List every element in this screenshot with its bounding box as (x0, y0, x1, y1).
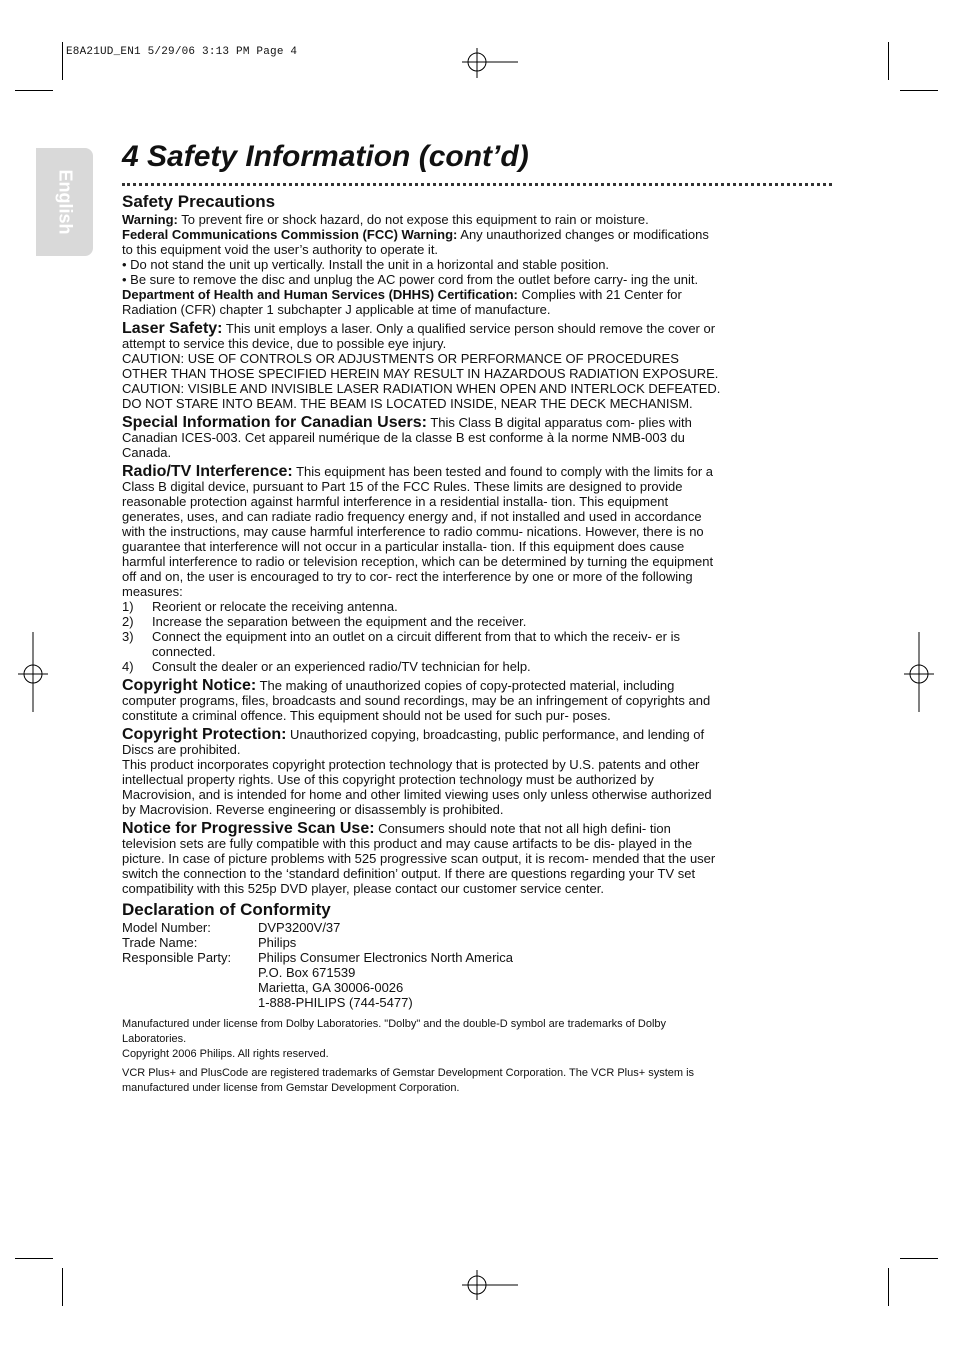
canadian-heading: Special Information for Canadian Users: (122, 414, 427, 431)
list-text: Reorient or relocate the receiving antenna. (152, 599, 398, 614)
crop-mark (62, 1268, 63, 1306)
print-slug: E8A21UD_EN1 5/29/06 3:13 PM Page 4 (66, 46, 298, 58)
party-label: Responsible Party: (122, 950, 232, 965)
table-row (122, 920, 513, 935)
canadian-paragraph (122, 415, 722, 460)
footer-notes (122, 1017, 722, 1096)
list-text: Consult the dealer or an experienced radio/TV technician for help. (152, 659, 531, 674)
laser-caution: CAUTION: USE OF CONTROLS OR ADJUSTMENTS OR PERFORMANCE OF PROCEDURES OTHER THAN THOSE SPECIFIED HEREIN MAY RESULT IN HAZARDOUS RADIATION EXPOSURE. (122, 351, 719, 381)
vcr-plus-note: VCR Plus+ and PlusCode are registered trademarks of Gemstar Development Corporation. The VCR Plus+ system is manufactured under license from Gemstar Development Corporation. (122, 1067, 695, 1094)
warning-text: To prevent fire or shock hazard, do not expose this equipment to rain or moisture. (177, 212, 649, 227)
dotted-divider (122, 183, 832, 186)
list-number: 3) (122, 629, 134, 644)
copyright-protection-section (122, 727, 722, 817)
declaration-section (122, 900, 722, 1010)
bullet-item: • Be sure to remove the disc and unplug the AC power cord from the outlet before carry- ing the unit. (122, 272, 699, 287)
copyright-notice-text: The making of unauthorized copies of copy-protected material, including computer programs, files, broadcasts and sound recordings, may be an infringement of copyrights and constitute a criminal offence. This equipment should not be used for such pur- poses. (122, 678, 711, 723)
progressive-text: Consumers should note that not all high defini- tion television sets are fully compatible with this product and may cause artifacts to be dis- played in the picture. In case of picture problems with 525 progressive scan output, it is recom- mended that the user switch the connection to the ‘standard definition’ output. If there are questions regarding your TV set compatibility with this 525p DVD player, please contact our customer service center. (122, 821, 716, 896)
table-row (122, 950, 513, 1010)
registration-mark-icon (18, 632, 48, 712)
laser-safety-section (122, 321, 722, 411)
party-line: Philips Consumer Electronics North America (258, 950, 514, 965)
language-tab-label: English (55, 169, 75, 235)
list-item (122, 659, 722, 674)
page-title: 4 Safety Information (cont’d) (122, 140, 529, 173)
progressive-paragraph (122, 821, 722, 896)
party-line: 1-888-PHILIPS (744-5477) (258, 995, 413, 1010)
bullet-item: • Do not stand the unit up vertically. Install the unit in a horizontal and stable position. (122, 257, 610, 272)
party-line: Marietta, GA 30006-0026 (258, 980, 404, 995)
trade-label: Trade Name: (122, 935, 198, 950)
trade-value: Philips (258, 935, 297, 950)
dhhs-label: Department of Health and Human Services (DHHS) Certification: (122, 287, 518, 302)
crop-mark (15, 90, 53, 91)
warning-paragraph (122, 212, 722, 227)
list-text: Connect the equipment into an outlet on a circuit different from that to which the receiv- er is connected. (152, 629, 680, 659)
radio-paragraph (122, 464, 722, 599)
list-item (122, 629, 722, 659)
copyright-notice-section (122, 678, 722, 723)
canadian-section (122, 415, 722, 460)
copyright-protection-heading: Copyright Protection: (122, 726, 287, 743)
laser-paragraph (122, 321, 722, 351)
list-item (122, 614, 722, 629)
crop-mark (888, 1268, 889, 1306)
progressive-scan-section (122, 821, 722, 896)
macrovision-paragraph: This product incorporates copyright protection technology that is protected by U.S. patents and other intellectual property rights. Use of this copyright protection technology must be authorized by Macrovision, and is intended for home and other limited viewing uses only unless otherwise authorized by Macrovision. Reverse engineering or disassembly is prohibited. (122, 757, 712, 817)
copyright-protection-text: Unauthorized copying, broadcasting, public performance, and lending of Discs are prohibited. (122, 727, 705, 757)
dolby-note: Manufactured under license from Dolby Laboratories. "Dolby" and the double-D symbol are trademarks of Dolby Laboratories. (122, 1018, 667, 1045)
list-number: 2) (122, 614, 134, 629)
crop-mark (900, 1258, 938, 1259)
measures-list (122, 599, 722, 674)
copyright-notice-paragraph (122, 678, 722, 723)
copyright-notice-heading: Copyright Notice: (122, 677, 257, 694)
declaration-table (122, 920, 513, 1010)
laser-text: This unit employs a laser. Only a qualified service person should remove the cover or attempt to service this device, due to possible eye injury. (122, 321, 716, 351)
list-text: Increase the separation between the equipment and the receiver. (152, 614, 527, 629)
party-line: P.O. Box 671539 (258, 965, 356, 980)
fcc-label: Federal Communications Commission (FCC) Warning: (122, 227, 458, 242)
fcc-text: Any unauthorized changes or modifications to this equipment void the user’s authority to operate it. (122, 227, 709, 257)
party-value (258, 950, 513, 1010)
radio-text: This equipment has been tested and found to comply with the limits for a Class B digital device, pursuant to Part 15 of the FCC Rules. These limits are designed to provide reasonable protection against harmful interference in a residential installa- tion. This equipment generates, uses, and can radiate radio frequency energy and, if not installed and used in accordance with the instructions, may cause harmful interference to radio commu- nications. However, there is no guarantee that interference will not occur in a particular installa- tion. If this equipment does cause harmful interference to radio or television reception, which can be determined by turning the equipment off and on, the user is encouraged to try to cor- rect the interference by one or more of the following measures: (122, 464, 714, 599)
canadian-text: This Class B digital apparatus com- plies with Canadian ICES-003. Cet appareil numérique de la classe B est conforme à la norme NMB-003 du Canada. (122, 415, 692, 460)
crop-mark (888, 42, 889, 80)
main-content (122, 192, 722, 1096)
registration-mark-icon (462, 48, 518, 78)
table-row (122, 935, 513, 950)
list-item (122, 599, 722, 614)
safety-precautions-heading: Safety Precautions (122, 192, 276, 211)
registration-mark-icon (462, 1270, 518, 1300)
copyright-line: Copyright 2006 Philips. All rights reserved. (122, 1048, 329, 1060)
copyright-protection-paragraph (122, 727, 722, 757)
list-number: 4) (122, 659, 134, 674)
declaration-heading: Declaration of Conformity (122, 900, 331, 919)
radio-heading: Radio/TV Interference: (122, 463, 293, 480)
model-label: Model Number: (122, 920, 211, 935)
warning-label: Warning: (122, 212, 178, 227)
fcc-paragraph (122, 227, 722, 257)
registration-mark-icon (904, 632, 934, 712)
dhhs-paragraph (122, 287, 722, 317)
laser-caution: CAUTION: VISIBLE AND INVISIBLE LASER RADIATION WHEN OPEN AND INTERLOCK DEFEATED. DO NOT STARE INTO BEAM. THE BEAM IS LOCATED INSIDE, NEAR THE DECK MECHANISM. (122, 381, 721, 411)
crop-mark (900, 90, 938, 91)
laser-heading: Laser Safety: (122, 320, 223, 337)
safety-precautions-section (122, 192, 722, 317)
language-tab (36, 148, 93, 256)
crop-mark (15, 1258, 53, 1259)
model-value: DVP3200V/37 (258, 920, 341, 935)
dhhs-text: Complies with 21 Center for Radiation (CFR) chapter 1 subchapter J applicable at time of manufacture. (122, 287, 682, 317)
radio-tv-section (122, 464, 722, 674)
list-number: 1) (122, 599, 134, 614)
progressive-heading: Notice for Progressive Scan Use: (122, 820, 375, 837)
crop-mark (62, 42, 63, 80)
